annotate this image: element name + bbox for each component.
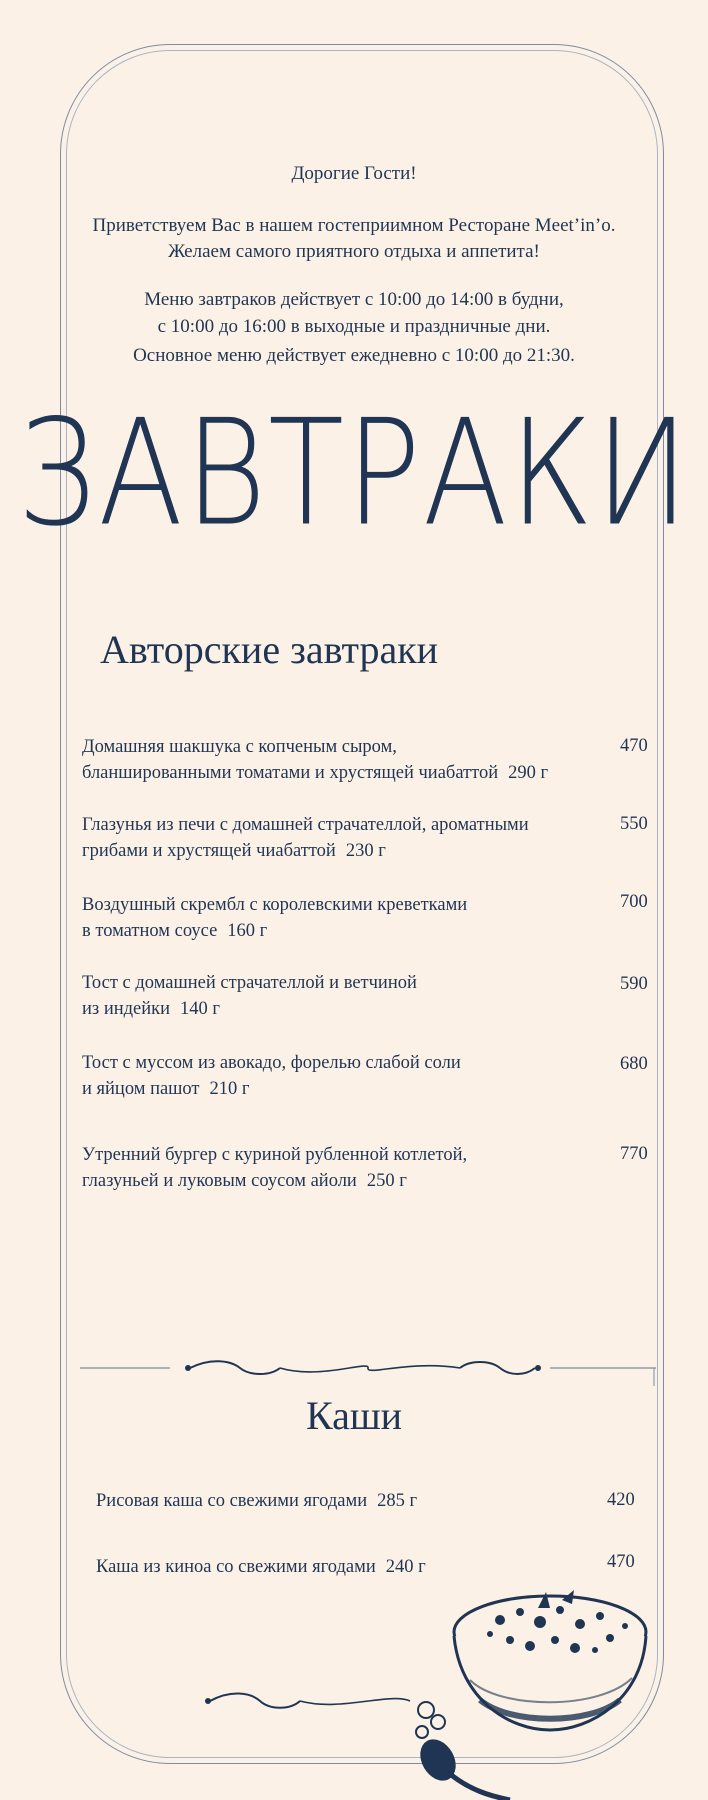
item-line-2: в томатном соусе xyxy=(82,921,218,941)
item-line-1: Воздушный скрембл с королевскими креветками xyxy=(82,895,468,915)
flourish-divider-bottom xyxy=(200,1688,500,1714)
item-name: Каша из киноа со свежими ягодами xyxy=(96,1557,376,1577)
item-line-1: Тост с домашней страчателлой и ветчиной xyxy=(82,973,417,993)
item-name: Рисовая каша со свежими ягодами xyxy=(96,1491,368,1511)
menu-item xyxy=(82,970,417,1022)
item-weight: 210 г xyxy=(209,1079,250,1099)
item-weight: 230 г xyxy=(345,841,386,861)
item-line-1: Глазунья из печи с домашней страчателлой, ароматными xyxy=(82,815,529,835)
menu-item xyxy=(82,892,467,944)
welcome-line-1: Приветствуем Вас в нашем гостеприимном Ресторане Meet’in’o. xyxy=(92,215,616,236)
item-weight: 285 г xyxy=(377,1491,418,1511)
hours-line-2: с 10:00 до 16:00 в выходные и праздничные дни. xyxy=(157,316,551,337)
item-price: 550 xyxy=(620,814,648,834)
item-price: 590 xyxy=(620,974,648,994)
item-weight: 290 г xyxy=(508,763,549,783)
item-weight: 140 г xyxy=(180,999,221,1019)
item-line-2: бланшированными томатами и хрустящей чиабаттой xyxy=(82,763,499,783)
item-line-1: Тост с муссом из авокадо, форелью слабой соли xyxy=(82,1053,461,1073)
item-line-2: и яйцом пашот xyxy=(82,1079,200,1099)
item-line-2: из индейки xyxy=(82,999,171,1019)
hours-line-1: Меню завтраков действует с 10:00 до 14:00 в будни, xyxy=(144,289,564,310)
item-price: 770 xyxy=(620,1144,648,1164)
item-line-1: Утренний бургер с куриной рубленной котлетой, xyxy=(82,1145,468,1165)
item-price: 680 xyxy=(620,1054,648,1074)
menu-main-title: ЗАВТРАКИ xyxy=(17,389,691,559)
menu-item xyxy=(82,1142,467,1194)
menu-item xyxy=(96,1488,417,1514)
item-line-1: Домашняя шакшука с копченым сыром, xyxy=(82,737,397,757)
item-price: 470 xyxy=(620,736,648,756)
welcome-line-2: Желаем самого приятного отдыха и аппетита! xyxy=(168,241,540,262)
item-weight: 240 г xyxy=(385,1557,426,1577)
item-weight: 160 г xyxy=(227,921,268,941)
hours-line-3: Основное меню действует ежедневно с 10:00 до 21:30. xyxy=(133,345,575,366)
item-line-2: глазуньей и луковым соусом айоли xyxy=(82,1171,357,1191)
welcome-greeting: Дорогие Гости! xyxy=(291,163,417,184)
item-line-2: грибами и хрустящей чиабаттой xyxy=(82,841,336,861)
item-price: 420 xyxy=(607,1490,635,1510)
menu-item xyxy=(82,812,529,864)
porridge-bowl-illustration xyxy=(410,1560,670,1800)
section-title-author: Авторские завтраки xyxy=(100,627,439,672)
flourish-divider xyxy=(80,1356,656,1386)
item-price: 470 xyxy=(607,1552,635,1572)
menu-item xyxy=(82,734,548,786)
menu-item xyxy=(82,1050,461,1102)
item-weight: 250 г xyxy=(366,1171,407,1191)
item-price: 700 xyxy=(620,892,648,912)
menu-item xyxy=(96,1554,426,1580)
section-title-porridge: Каши xyxy=(305,1393,403,1438)
